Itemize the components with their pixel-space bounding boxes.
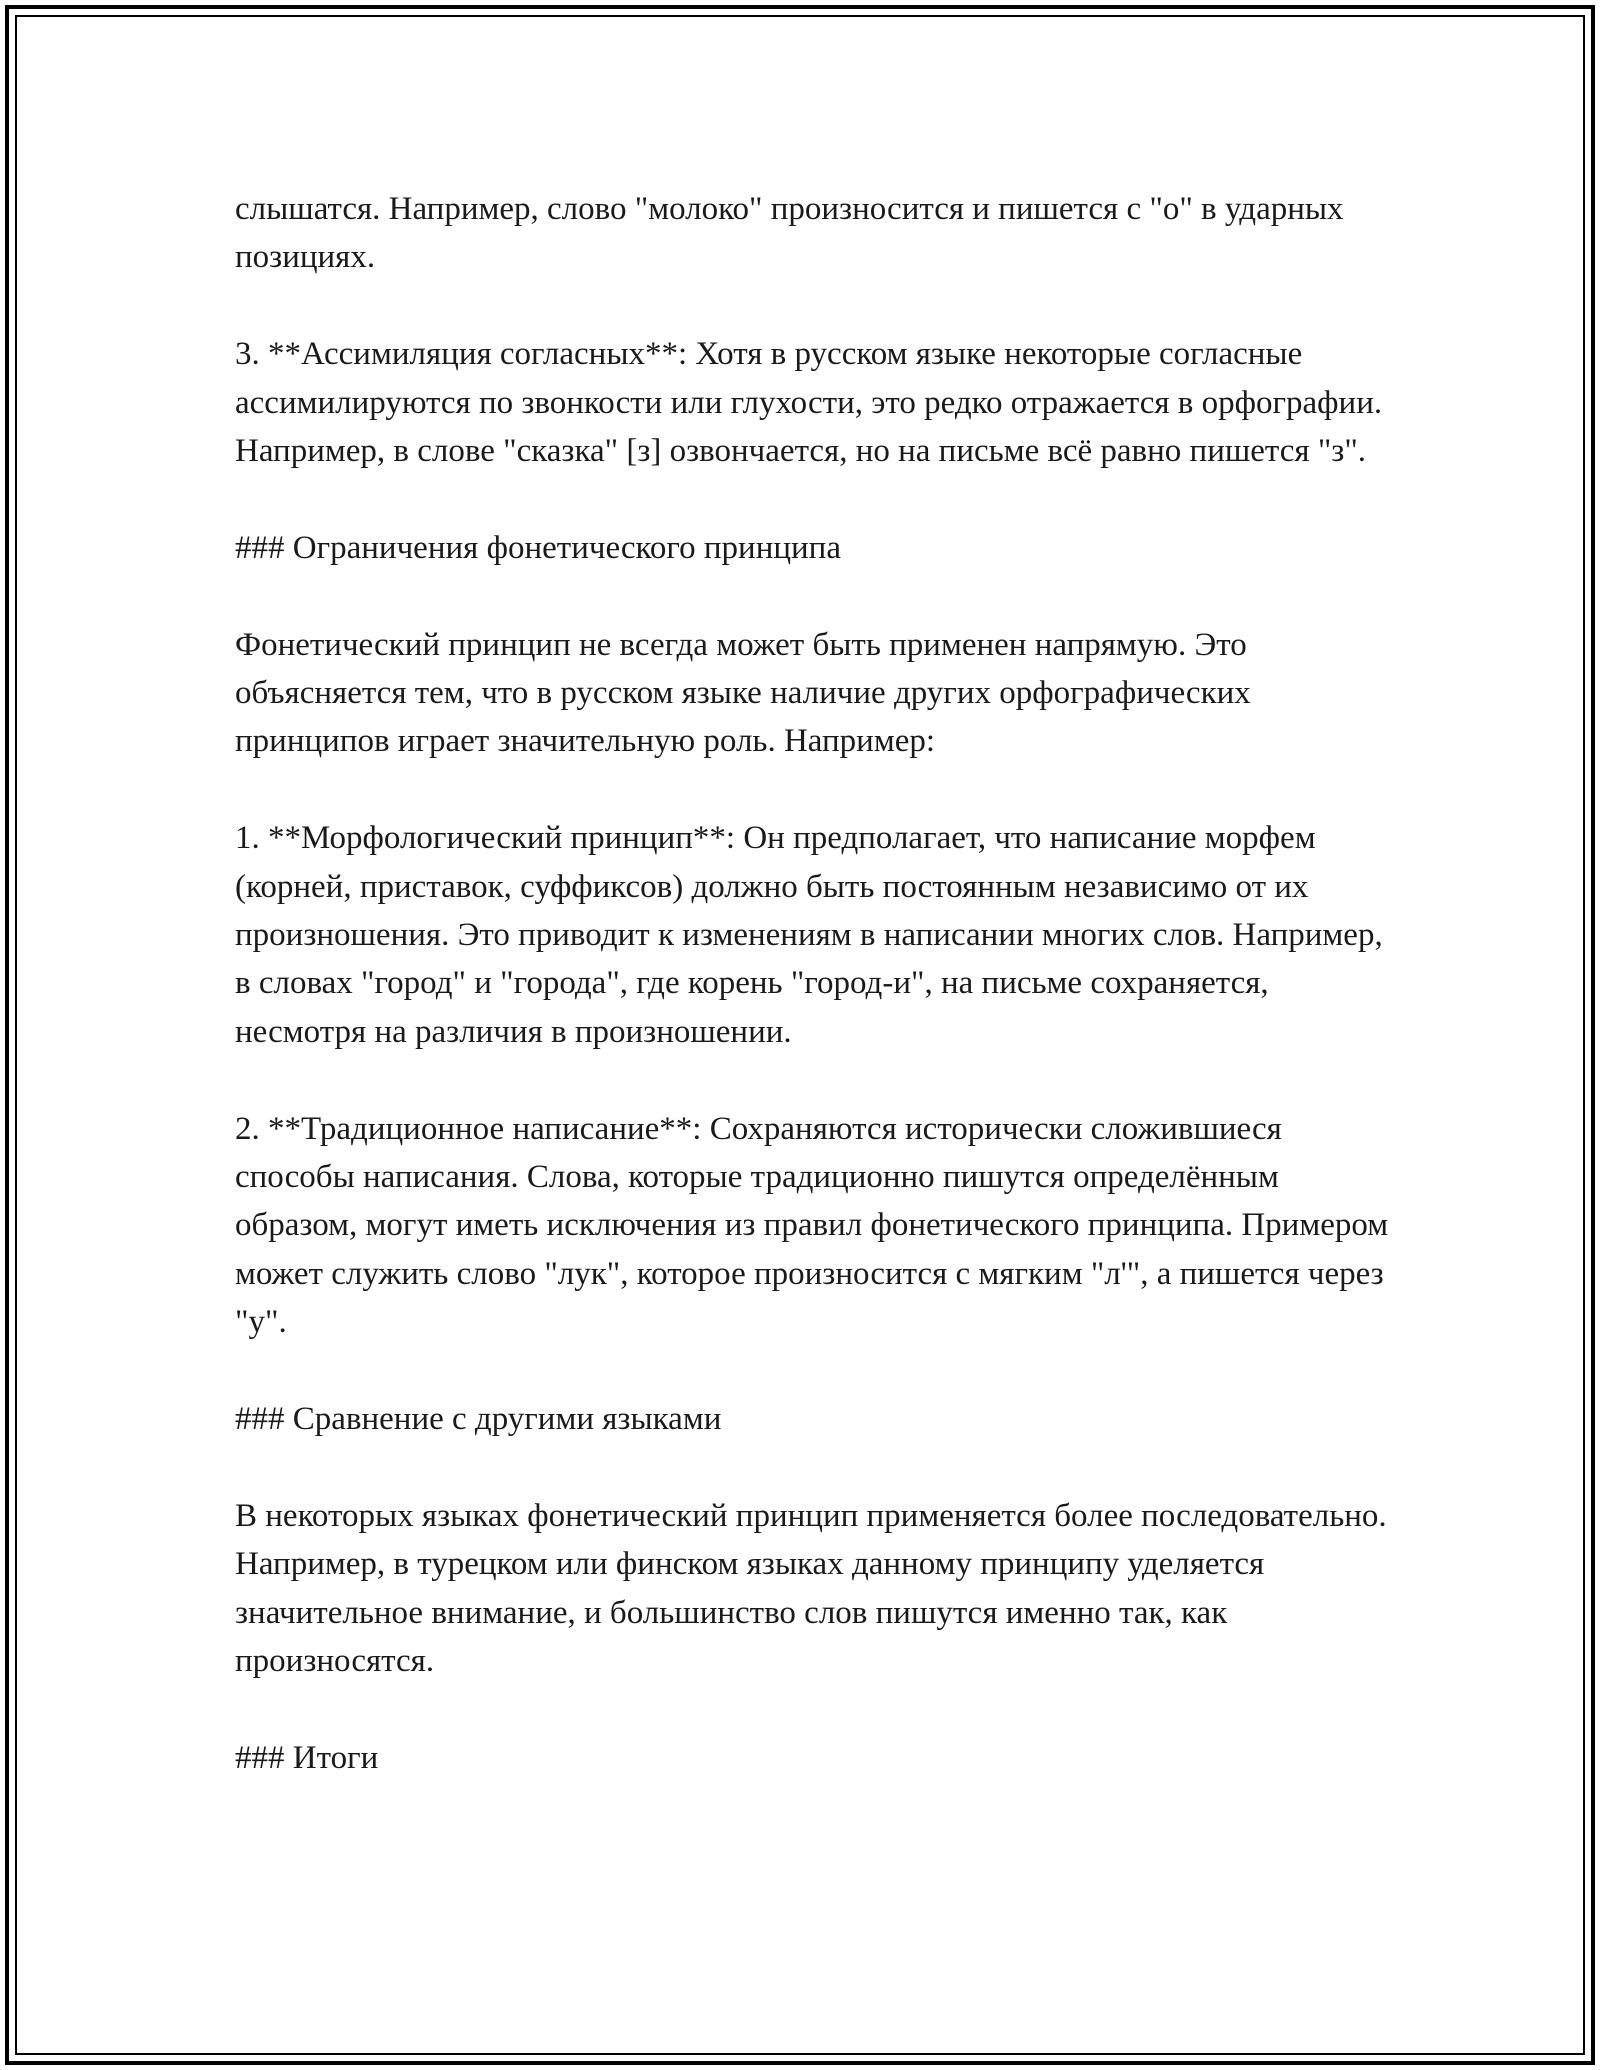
paragraph-comparison: В некоторых языках фонетический принцип применяется более последовательно. Например, в турецком или финском языках данному принципу уделяется значительное внимание, и большинство слов пишутся именно так, как произносятся.: [235, 1497, 1387, 1680]
section-heading-summary: ### Итоги: [235, 1739, 379, 1776]
document-body: [235, 185, 1395, 1782]
section-heading-limitations: ### Ограничения фонетического принципа: [235, 529, 841, 566]
list-item-morphological-principle: 1. **Морфологический принцип**: Он предполагает, что написание морфем (корней, приставок, суффиксов) должно быть постоянным независимо от их произношения. Это приводит к изменениям в написании многих слов. Например, в словах "город" и "города", где корень "город-и", на письме сохраняется, несмотря на различия в произношении.: [235, 820, 1383, 1050]
paragraph-limitations-intro: Фонетический принцип не всегда может быть применен напрямую. Это объясняется тем, что в русском языке наличие других орфографических принципов играет значительную роль. Например:: [235, 626, 1251, 760]
paragraph-continuation: слышатся. Например, слово "молоко" произносится и пишется с "о" в ударных позициях.: [235, 191, 1344, 276]
section-heading-comparison: ### Сравнение с другими языками: [235, 1401, 722, 1438]
list-item-consonant-assimilation: 3. **Ассимиляция согласных**: Хотя в русском языке некоторые согласные ассимилируются по звонкости или глухости, это редко отражается в орфографии. Например, в слове "сказка" [з] озвончается, но на письме всё равно пишется "з".: [235, 336, 1383, 470]
list-item-traditional-spelling: 2. **Традиционное написание**: Сохраняются исторически сложившиеся способы написания. Слова, которые традиционно пишутся определённым образом, могут иметь исключения из правил фонетического принципа. Примером может служить слово "лук", которое произносится с мягким "л'", а пишется через "у".: [235, 1110, 1389, 1341]
